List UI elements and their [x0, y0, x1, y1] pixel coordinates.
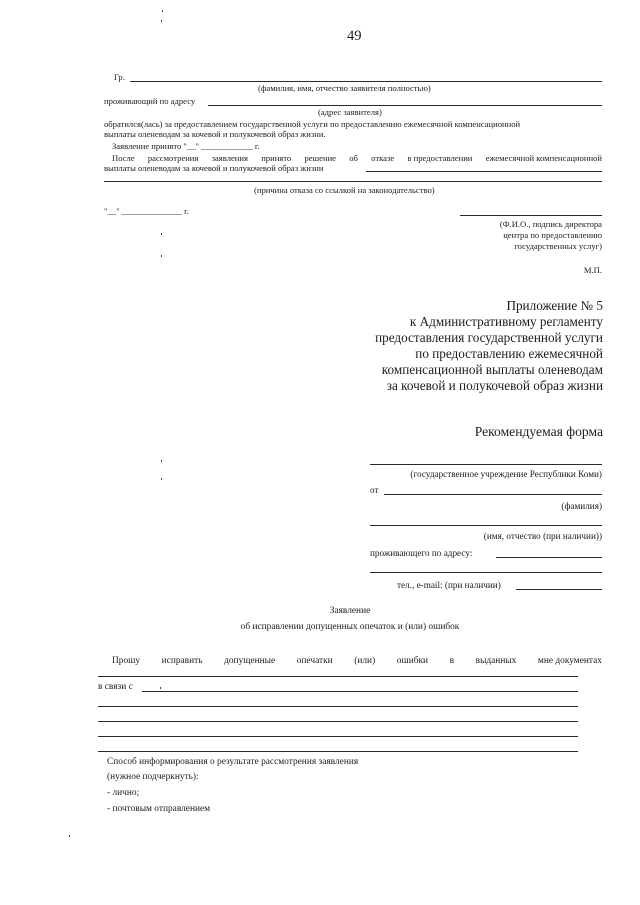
fio-caption: (фамилия, имя, отчество заявителя полностью)	[258, 83, 431, 93]
signature-line	[460, 215, 602, 216]
applied-text-line-1: обратился(лась) за предоставлением государственной услуги по предоставлению ежемесячной компенсационной	[104, 119, 521, 129]
reason-label: в связи с	[98, 682, 133, 692]
surname-line	[384, 494, 602, 495]
after-review-word: об	[349, 153, 358, 163]
address-caption: (адрес заявителя)	[318, 107, 382, 117]
after-review-word: в предоставлении	[407, 153, 473, 163]
surname-caption: (фамилия)	[561, 501, 602, 511]
reason-line-4	[98, 736, 578, 737]
decision-line-1	[366, 171, 602, 172]
reason-line-3	[98, 721, 578, 722]
after-review-word: После	[112, 153, 135, 163]
scan-speck	[161, 460, 162, 462]
request-word: опечатки	[296, 656, 333, 666]
signature-date: "__" ______________ г.	[104, 206, 189, 216]
signature-caption-3: государственных услуг)	[514, 241, 602, 251]
option-in-person: - лично;	[107, 788, 140, 798]
request-line-blank	[98, 676, 578, 677]
residing-label: проживающего по адресу:	[370, 548, 473, 558]
page-number: 49	[347, 28, 362, 44]
gr-label: Гр.	[114, 72, 125, 82]
institution-caption: (государственное учреждение Республики Коми)	[410, 469, 602, 479]
request-word: выданных	[475, 656, 517, 666]
scan-speck	[160, 687, 161, 689]
signature-caption-1: (Ф.И.О., подпись директора	[499, 219, 602, 229]
refusal-caption: (причина отказа со ссылкой на законодательство)	[254, 185, 435, 195]
underline-hint: (нужное подчеркнуть):	[107, 772, 199, 782]
after-review-line-1	[112, 153, 602, 163]
request-line	[112, 656, 602, 666]
address-label: проживающий по адресу	[104, 96, 196, 106]
fio-line	[130, 81, 602, 82]
name-caption: (имя, отчество (при наличии))	[483, 531, 602, 541]
request-word: в	[449, 656, 455, 666]
after-review-word: решение	[304, 153, 336, 163]
appendix-line-6: за кочевой и полукочевой образ жизни	[386, 378, 603, 393]
contact-label: тел., e-mail: (при наличии)	[397, 580, 501, 590]
appendix-line-5: компенсационной выплаты оленеводам	[381, 362, 603, 377]
residing-line-2	[370, 572, 602, 573]
decision-line-2	[104, 181, 602, 182]
name-line	[370, 525, 602, 526]
scan-speck	[69, 835, 70, 837]
contact-line	[516, 589, 602, 590]
residing-line	[496, 557, 602, 558]
appendix-line-2: к Административному регламенту	[409, 314, 603, 329]
request-word: (или)	[354, 656, 376, 666]
reason-line-2	[98, 706, 578, 707]
request-word: мне документах	[537, 656, 602, 666]
request-word: допущенные	[224, 656, 276, 666]
reason-line-5	[98, 751, 578, 752]
applied-text-line-2: выплаты оленеводам за кочевой и полукочевой образ жизни.	[104, 129, 326, 139]
option-by-mail: - почтовым отправлением	[107, 804, 211, 814]
appendix-line-4: по предоставлению ежемесячной	[415, 346, 603, 361]
reason-line-1	[142, 691, 578, 692]
signature-caption-2: центра по предоставлению	[503, 230, 602, 240]
after-review-word: заявления	[211, 153, 248, 163]
scan-speck	[161, 20, 162, 22]
after-review-word: ежемесячной компенсационной	[485, 153, 602, 163]
appendix-line-1: Приложение № 5	[506, 298, 603, 313]
request-word: ошибки	[396, 656, 429, 666]
recommended-form-label: Рекомендуемая форма	[474, 424, 603, 439]
after-review-word: принято	[261, 153, 292, 163]
after-review-word: рассмотрения	[147, 153, 199, 163]
institution-line	[370, 464, 602, 465]
scan-speck	[162, 10, 163, 12]
application-subtitle: об исправлении допущенных опечаток и (или) ошибок	[240, 622, 460, 632]
after-review-line-2: выплаты оленеводам за кочевой и полукочевой образ жизни	[104, 163, 324, 173]
info-method-label: Способ информирования о результате рассмотрения заявления	[107, 757, 359, 767]
appendix-line-3: предоставления государственной услуги	[375, 330, 603, 345]
scan-speck	[161, 233, 162, 235]
request-word: исправить	[161, 656, 203, 666]
scan-speck	[161, 478, 162, 480]
request-word: Прошу	[112, 656, 141, 666]
application-title: Заявление	[329, 606, 371, 616]
address-line	[208, 105, 602, 106]
stamp-label: М.П.	[583, 265, 602, 275]
accepted-date: Заявление принято "__" ____________ г.	[112, 141, 260, 151]
after-review-word: отказе	[371, 153, 395, 163]
from-label: от	[370, 485, 379, 495]
scan-speck	[161, 255, 162, 257]
